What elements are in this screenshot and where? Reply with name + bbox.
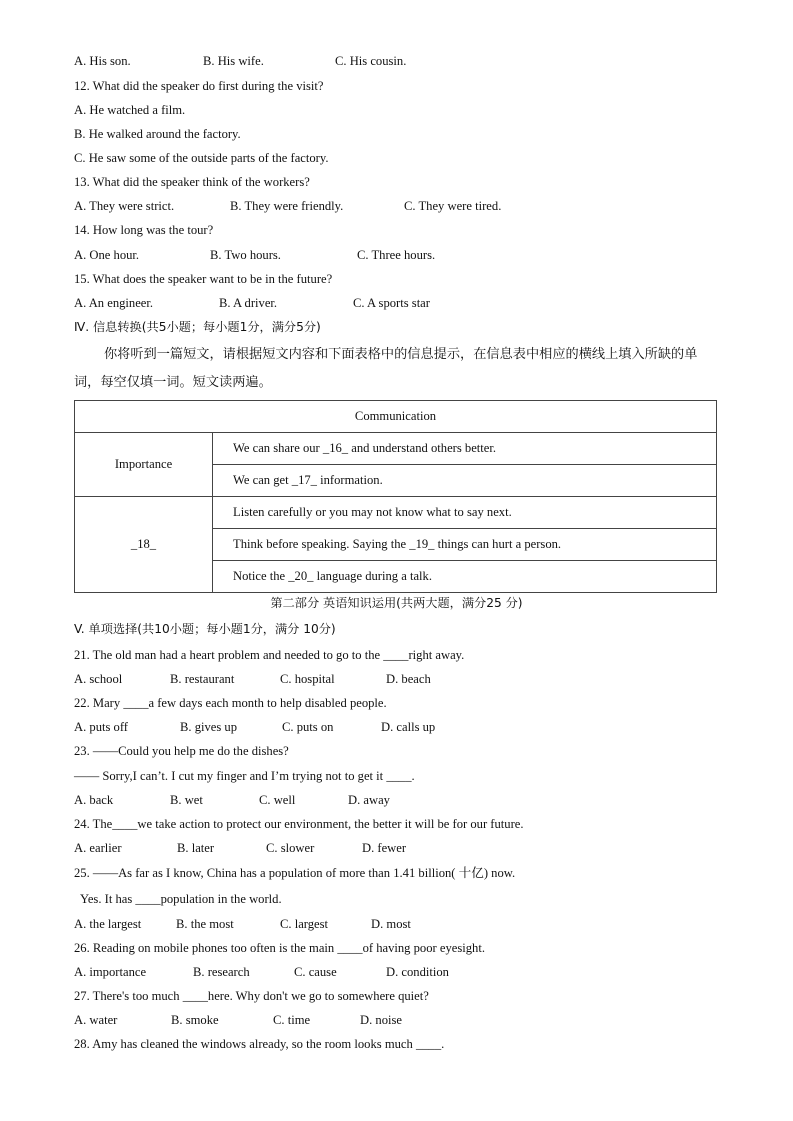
q24-stem: 24. The____we take action to protect our environment, the better it will be for our future. — [74, 817, 524, 831]
q13-option-a: A. They were strict. — [74, 199, 175, 213]
q14-stem: 14. How long was the tour? — [74, 223, 214, 237]
part-2-heading: 第二部分 英语知识运用(共两大题，满分25 分) — [270, 596, 523, 610]
q26-stem: 26. Reading on mobile phones too often is the main ____of having poor eyesight. — [74, 941, 485, 955]
table-label-18: _18_ — [75, 497, 213, 593]
q25-reply: Yes. It has ____population in the world. — [80, 892, 282, 906]
q21-option-a: A. school — [74, 672, 123, 686]
q22-option-d: D. calls up — [381, 720, 436, 734]
q14-option-b: B. Two hours. — [210, 248, 281, 262]
section-4-instruction: 你将听到一篇短文，请根据短文内容和下面表格中的信息提示，在信息表中相应的横线上填入所缺的单词，每空仅填一词。短文读两遍。 — [74, 347, 698, 390]
q25-option-c: C. largest — [280, 917, 329, 931]
q21-stem: 21. The old man had a heart problem and needed to go to the ____right away. — [74, 648, 465, 662]
q24-option-d: D. fewer — [362, 841, 407, 855]
q23-reply: —— Sorry,I can’t. I cut my finger and I’m trying not to get it ____. — [74, 769, 415, 783]
q13-stem: 13. What did the speaker think of the workers? — [74, 175, 310, 189]
q23-option-c: C. well — [259, 793, 296, 807]
q26-option-d: D. condition — [386, 965, 449, 979]
table-title: Communication — [75, 401, 717, 433]
table-row-listen: Listen carefully or you may not know what to say next. — [213, 497, 717, 529]
q12-option-b: B. He walked around the factory. — [74, 127, 241, 141]
q27-option-b: B. smoke — [171, 1013, 219, 1027]
q21-option-d: D. beach — [386, 672, 431, 686]
q15-stem: 15. What does the speaker want to be in the future? — [74, 272, 333, 286]
q15-option-b: B. A driver. — [219, 296, 278, 310]
q26-option-a: A. importance — [74, 965, 147, 979]
q14-option-c: C. Three hours. — [357, 248, 436, 262]
q12-stem: 12. What did the speaker do first during the visit? — [74, 79, 324, 93]
q14-option-a: A. One hour. — [74, 248, 140, 262]
q28-stem: 28. Amy has cleaned the windows already, so the room looks much ____. — [74, 1037, 445, 1051]
q25-option-d: D. most — [371, 917, 411, 931]
q25-stem: 25. ——As far as I know, China has a population of more than 1.41 billion( 十亿) now. — [74, 866, 516, 880]
q13-option-b: B. They were friendly. — [230, 199, 344, 213]
q24-option-c: C. slower — [266, 841, 315, 855]
q21-option-c: C. hospital — [280, 672, 335, 686]
q12-option-a: A. He watched a film. — [74, 103, 186, 117]
table-row-19: Think before speaking. Saying the _19_ things can hurt a person. — [213, 529, 717, 561]
table-label-importance: Importance — [75, 433, 213, 497]
q15-option-c: C. A sports star — [353, 296, 430, 310]
q22-option-a: A. puts off — [74, 720, 128, 734]
table-row-20: Notice the _20_ language during a talk. — [213, 561, 717, 593]
section-5-heading: V. 单项选择(共10小题；每小题1分，满分 10分) — [74, 622, 336, 636]
q24-option-b: B. later — [177, 841, 215, 855]
q23-option-d: D. away — [348, 793, 390, 807]
q21-option-b: B. restaurant — [170, 672, 235, 686]
q12-option-c: C. He saw some of the outside parts of the factory. — [74, 151, 329, 165]
q11-option-a: A. His son. — [74, 54, 131, 68]
q27-stem: 27. There's too much ____here. Why don't we go to somewhere quiet? — [74, 989, 429, 1003]
section-4-heading: Ⅳ. 信息转换(共5小题；每小题1分，满分5分) — [74, 320, 321, 334]
q11-option-b: B. His wife. — [203, 54, 264, 68]
q23-stem: 23. ——Could you help me do the dishes? — [74, 744, 289, 758]
q25-option-a: A. the largest — [74, 917, 142, 931]
q22-option-b: B. gives up — [180, 720, 238, 734]
q25-option-b: B. the most — [176, 917, 234, 931]
q13-option-c: C. They were tired. — [404, 199, 502, 213]
table-row-16: We can share our _16_ and understand others better. — [213, 433, 717, 465]
q22-stem: 22. Mary ____a few days each month to help disabled people. — [74, 696, 387, 710]
table-row-17: We can get _17_ information. — [213, 465, 717, 497]
q22-option-c: C. puts on — [282, 720, 334, 734]
q26-option-c: C. cause — [294, 965, 337, 979]
q26-option-b: B. research — [193, 965, 250, 979]
q23-option-a: A. back — [74, 793, 114, 807]
q27-option-a: A. water — [74, 1013, 118, 1027]
q27-option-d: D. noise — [360, 1013, 402, 1027]
q15-option-a: A. An engineer. — [74, 296, 154, 310]
q11-option-c: C. His cousin. — [335, 54, 407, 68]
communication-table — [74, 400, 717, 593]
q24-option-a: A. earlier — [74, 841, 122, 855]
q23-option-b: B. wet — [170, 793, 203, 807]
q27-option-c: C. time — [273, 1013, 311, 1027]
